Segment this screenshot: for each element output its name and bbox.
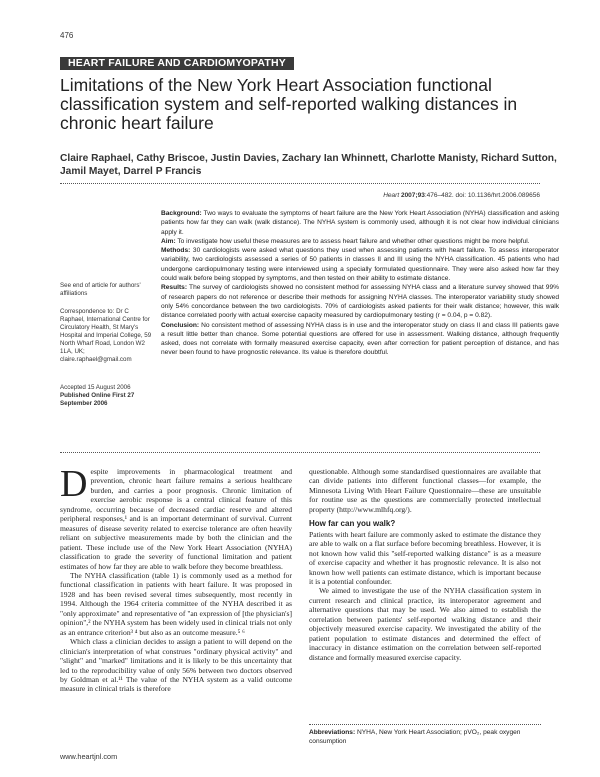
paragraph: questionable. Although some standardised questionnaires are available that can divide patients into different functional classes—for example, the Minnesota Living With Heart Failure Questionnaire—these are unsuitable for routine use as the questions are commercially protected intellectual property (http://www.mlhfq.org/).: [309, 467, 541, 514]
section-banner: HEART FAILURE AND CARDIOMYOPATHY: [60, 57, 294, 70]
abstract-aim: Aim: To investigate how useful these measures are to assess heart failure and whether other questions might be more helpful.: [161, 237, 530, 245]
paragraph: Which class a clinician decides to assign a patient to will depend on the clinician's interpretation of what construes "ordinary physical activity" and "slight" and "marked" limitations and it is likely to be this uncertainty that led to the reproducibility value of only 56% between two doctors observed by Goldman et al.¹¹ The value of the NYHA system as a valid outcome measure in clinical trials is therefore: [60, 637, 292, 694]
abbreviations: Abbreviations: NYHA, New York Heart Association; pVO₂, peak oxygen consumption: [309, 729, 521, 745]
paragraph: The NYHA classification (table 1) is commonly used as a method for functional classification in patients with heart failure. It was proposed in 1928 and has been revised several times subsequently, most recently in 1994. Although the 1964 criteria committee of the NYHA described it as "only approximate" and representative of "an expression of [the physician's] opinion",² the NYHA system has been widely used in clinical trials not only as an entrance criterion³ ⁴ but also as an outcome measure.⁵ ⁶: [60, 570, 292, 637]
paragraph: We aimed to investigate the use of the NYHA classification system in current research and clinical practice, its interoperator agreement and alternative questions that may be used. We also aimed to establish the correlation between patients' self-reported walking distance and their objectively measured exercise capacity. We investigated the ability of the patient population to estimate distances and determined the effect of inaccuracy in distance estimation on the correlation between self-reported distance and formally measured exercise capacity.: [309, 586, 541, 662]
divider: [60, 452, 540, 453]
body-column-right: [309, 467, 541, 662]
citation-year-volume: 2007;93: [400, 192, 425, 199]
abstract-background: Background: Two ways to evaluate the symptoms of heart failure are the New York Heart Association (NYHA) classification and asking patients how far they can walk (walk distance). The NYHA system is commonly used, although it is not clear how individual clinicians apply it.: [161, 210, 559, 236]
abstract-methods: Methods: 30 cardiologists were asked what questions they used when assessing patients with heart failure. To assess interoperator variability, two cardiologists assessed a series of 50 patients in classes II and III using the NYHA classification. 45 patients who had undergone cardiopulmonary testing were interviewed using a specially formulated questionnaire. They were also asked how far they could walk before being stopped by symptoms, and then tested on their ability to estimate distance.: [161, 247, 559, 283]
article-title: Limitations of the New York Heart Association functional classification system and self-reported walking distances in chronic heart failure: [60, 75, 518, 133]
abstract: [161, 209, 559, 358]
sidebar-published: Published Online First 27 September 2006: [60, 392, 135, 407]
citation-journal: Heart: [383, 192, 400, 199]
paragraph: Patients with heart failure are commonly asked to estimate the distance they are able to walk on a flat surface before becoming breathless. However, it is not known how valid this "self-reported walking distance" is as a measure of exercise capacity and whether it has prognostic relevance. It is also not known how well patients can estimate distance, which is important because it is a potential confounder.: [309, 529, 541, 586]
page-number: 476: [60, 31, 74, 40]
citation-rest: :476–482. doi: 10.1136/hrt.2006.089656: [424, 192, 540, 199]
footer-url: www.heartjnl.com: [60, 752, 118, 761]
divider: [309, 724, 541, 725]
body-column-left: [60, 463, 292, 694]
abstract-results: Results: The survey of cardiologists showed no consistent method for assessing NYHA class and a literature survey showed that 99% of research papers do not reference or describe their methods for assigning NYHA classes. The interoperator variability study showed only 54% concordance between the two cardiologists. 70% of cardiologists asked patients for their walk distance; however, this walk distance correlated poorly with actual exercise capacity measured by cardiopulmonary testing (r = 0.04, p = 0.82).: [161, 284, 559, 320]
divider: [60, 183, 540, 184]
section-heading: How far can you walk?: [309, 519, 396, 529]
sidebar-see-end: See end of article for authors' affiliations: [60, 282, 141, 297]
sidebar-accepted: Accepted 15 August 2006: [60, 384, 131, 391]
abstract-conclusion: Conclusion: No consistent method of assessing NYHA class is in use and the interoperator study on class II and class III patients gave a result little better than chance. Some potential questions are offered for use in assessment. Walking distance, although frequently asked, does not correlate with formally measured exercise capacity, even after correction for patient perception of distance, and has never been found to have prognostic relevance. Its value is therefore doubtful.: [161, 321, 559, 357]
paragraph: espite improvements in pharmacological treatment and prevention, chronic heart failure remains a serious healthcare burden, and carries a poor prognosis. Chronic limitation of exercise aerobic response is a central clinical feature of this syndrome, occurring because of decreased cardiac reserve and altered peripheral responses,¹ and is an important determinant of survival. Current measures of disease severity related to exercise tolerance are often heavily reliant on subjective measurements made by both the clinician and the patient. These include use of the New York Heart Association (NYHA) classification to grade the severity of functional limitation and patient estimates of how far they are able to walk before they become breathless.: [60, 467, 292, 571]
author-list: Claire Raphael, Cathy Briscoe, Justin Davies, Zachary Ian Whinnett, Charlotte Manisty, Richard Sutton, Jamil Mayet, Darrel P Francis: [60, 153, 557, 177]
citation: [383, 192, 540, 199]
sidebar-correspondence: Correspondence to: Dr C Raphael, International Centre for Circulatory Health, St Mary's Hospital and Imperial College, 59 North Wharf Road, London W2 1LA, UK; claire.raphael@gmail.com: [60, 308, 152, 363]
drop-cap: D: [60, 463, 88, 505]
